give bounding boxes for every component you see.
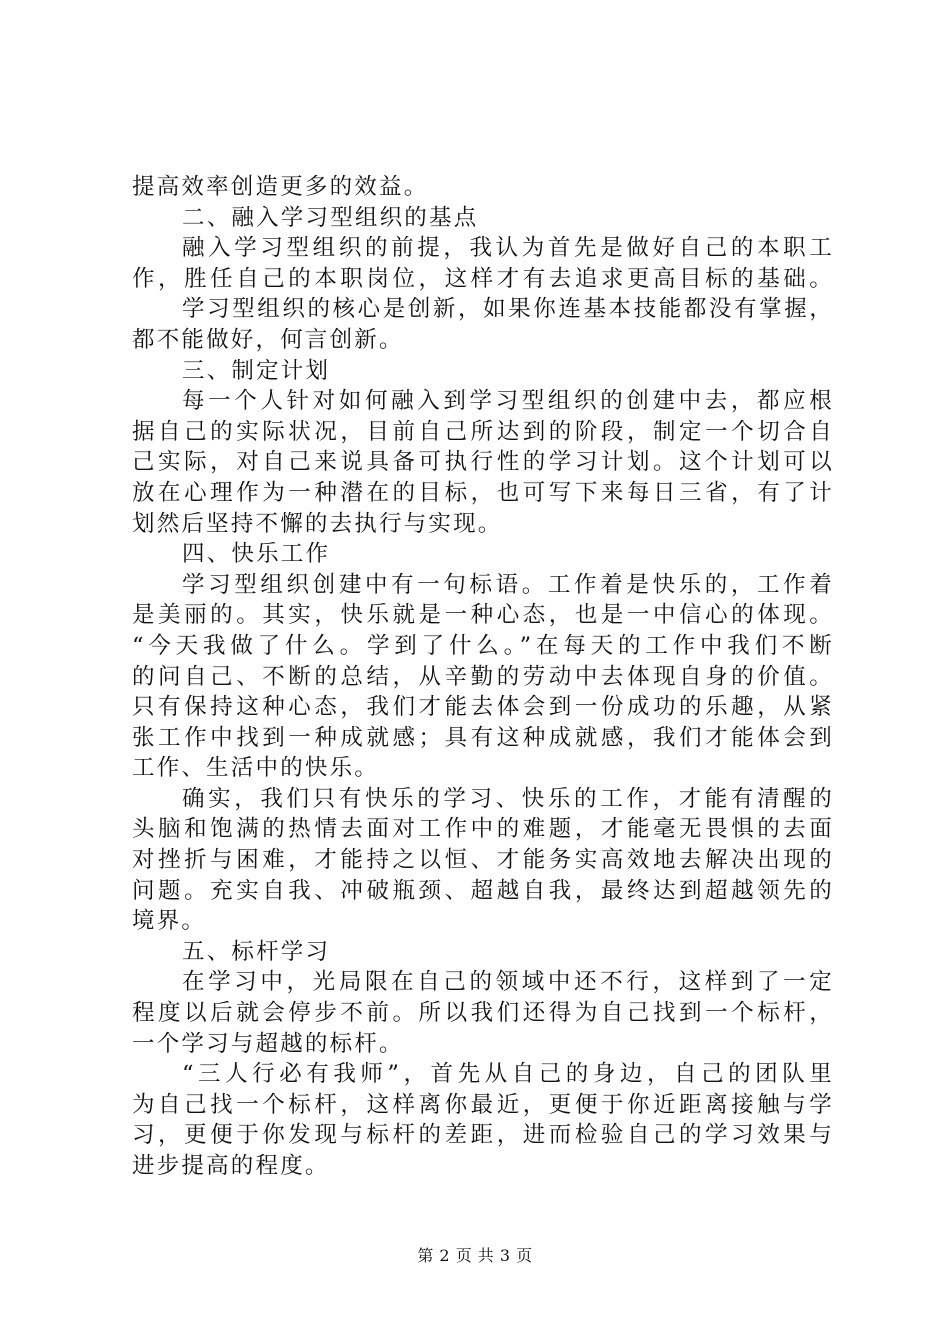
body-text — [132, 172, 834, 1182]
paragraph-line: 学习型组织的核心是创新，如果你连基本技能都没有掌握， — [182, 296, 834, 323]
paragraph-line: 问题。充实自我、冲破瓶颈、超越自我，最终达到超越领先的 — [132, 877, 834, 904]
section-heading: 五、标杆学习 — [182, 938, 331, 965]
paragraph-line: 确实，我们只有快乐的学习、快乐的工作，才能有清醒的 — [182, 785, 834, 812]
paragraph-line: 只有保持这种心态，我们才能去体会到一份成功的乐趣，从紧 — [132, 694, 834, 721]
paragraph-line: 境界。 — [132, 908, 207, 935]
paragraph-line: 对挫折与困难，才能持之以恒、才能务实高效地去解决出现的 — [132, 847, 834, 874]
paragraph-line: 作，胜任自己的本职岗位，这样才有去追求更高目标的基础。 — [132, 265, 834, 292]
page-number-footer: 第 2 页 共 3 页 — [417, 1246, 533, 1265]
section-heading: 二、融入学习型组织的基点 — [182, 204, 479, 231]
paragraph-line: 都不能做好，何言创新。 — [132, 326, 404, 353]
paragraph-line: 学习型组织创建中有一句标语。工作着是快乐的，工作着 — [182, 571, 834, 598]
paragraph-line: 融入学习型组织的前提，我认为首先是做好自己的本职工 — [182, 235, 834, 262]
paragraph-line: 在学习中，光局限在自己的领域中还不行，这样到了一定 — [182, 969, 834, 996]
paragraph-line: 工作、生活中的快乐。 — [132, 755, 380, 782]
paragraph-line: 己实际，对自己来说具备可执行性的学习计划。这个计划可以 — [132, 449, 834, 476]
paragraph-line: 的问自己、不断的总结，从辛勤的劳动中去体现自身的价值。 — [132, 663, 834, 690]
paragraph-line: 据自己的实际状况，目前自己所达到的阶段，制定一个切合自 — [132, 418, 834, 445]
paragraph-line: 一个学习与超越的标杆。 — [132, 1030, 404, 1057]
paragraph-line: 习，更便于你发现与标杆的差距，进而检验自己的学习效果与 — [132, 1122, 834, 1149]
paragraph-line: 提高效率创造更多的效益。 — [132, 174, 429, 200]
paragraph-line: 放在心理作为一种潜在的目标，也可写下来每日三省，有了计 — [132, 479, 834, 506]
paragraph-line: 程度以后就会停步不前。所以我们还得为自己找到一个标杆， — [132, 1000, 834, 1027]
section-heading: 四、快乐工作 — [182, 541, 331, 568]
paragraph-line: 头脑和饱满的热情去面对工作中的难题，才能毫无畏惧的去面 — [132, 816, 834, 843]
paragraph-line: 进步提高的程度。 — [132, 1153, 330, 1179]
paragraph-line: 张工作中找到一种成就感；具有这种成就感，我们才能体会到 — [132, 724, 834, 751]
paragraph-line: 为自己找一个标杆，这样离你最近，更便于你近距离接触与学 — [132, 1091, 834, 1118]
section-heading: 三、制定计划 — [182, 357, 331, 384]
paragraph-line: 划然后坚持不懈的去执行与实现。 — [132, 510, 503, 537]
paragraph-line: 每一个人针对如何融入到学习型组织的创建中去，都应根 — [182, 388, 834, 415]
paragraph-line: 是美丽的。其实，快乐就是一种心态，也是一中信心的体现。 — [132, 602, 834, 629]
paragraph-line: “三人行必有我师”，首先从自己的身边，自己的团队里 — [182, 1061, 834, 1088]
paragraph-line: “今天我做了什么。学到了什么。”在每天的工作中我们不断 — [132, 632, 834, 659]
